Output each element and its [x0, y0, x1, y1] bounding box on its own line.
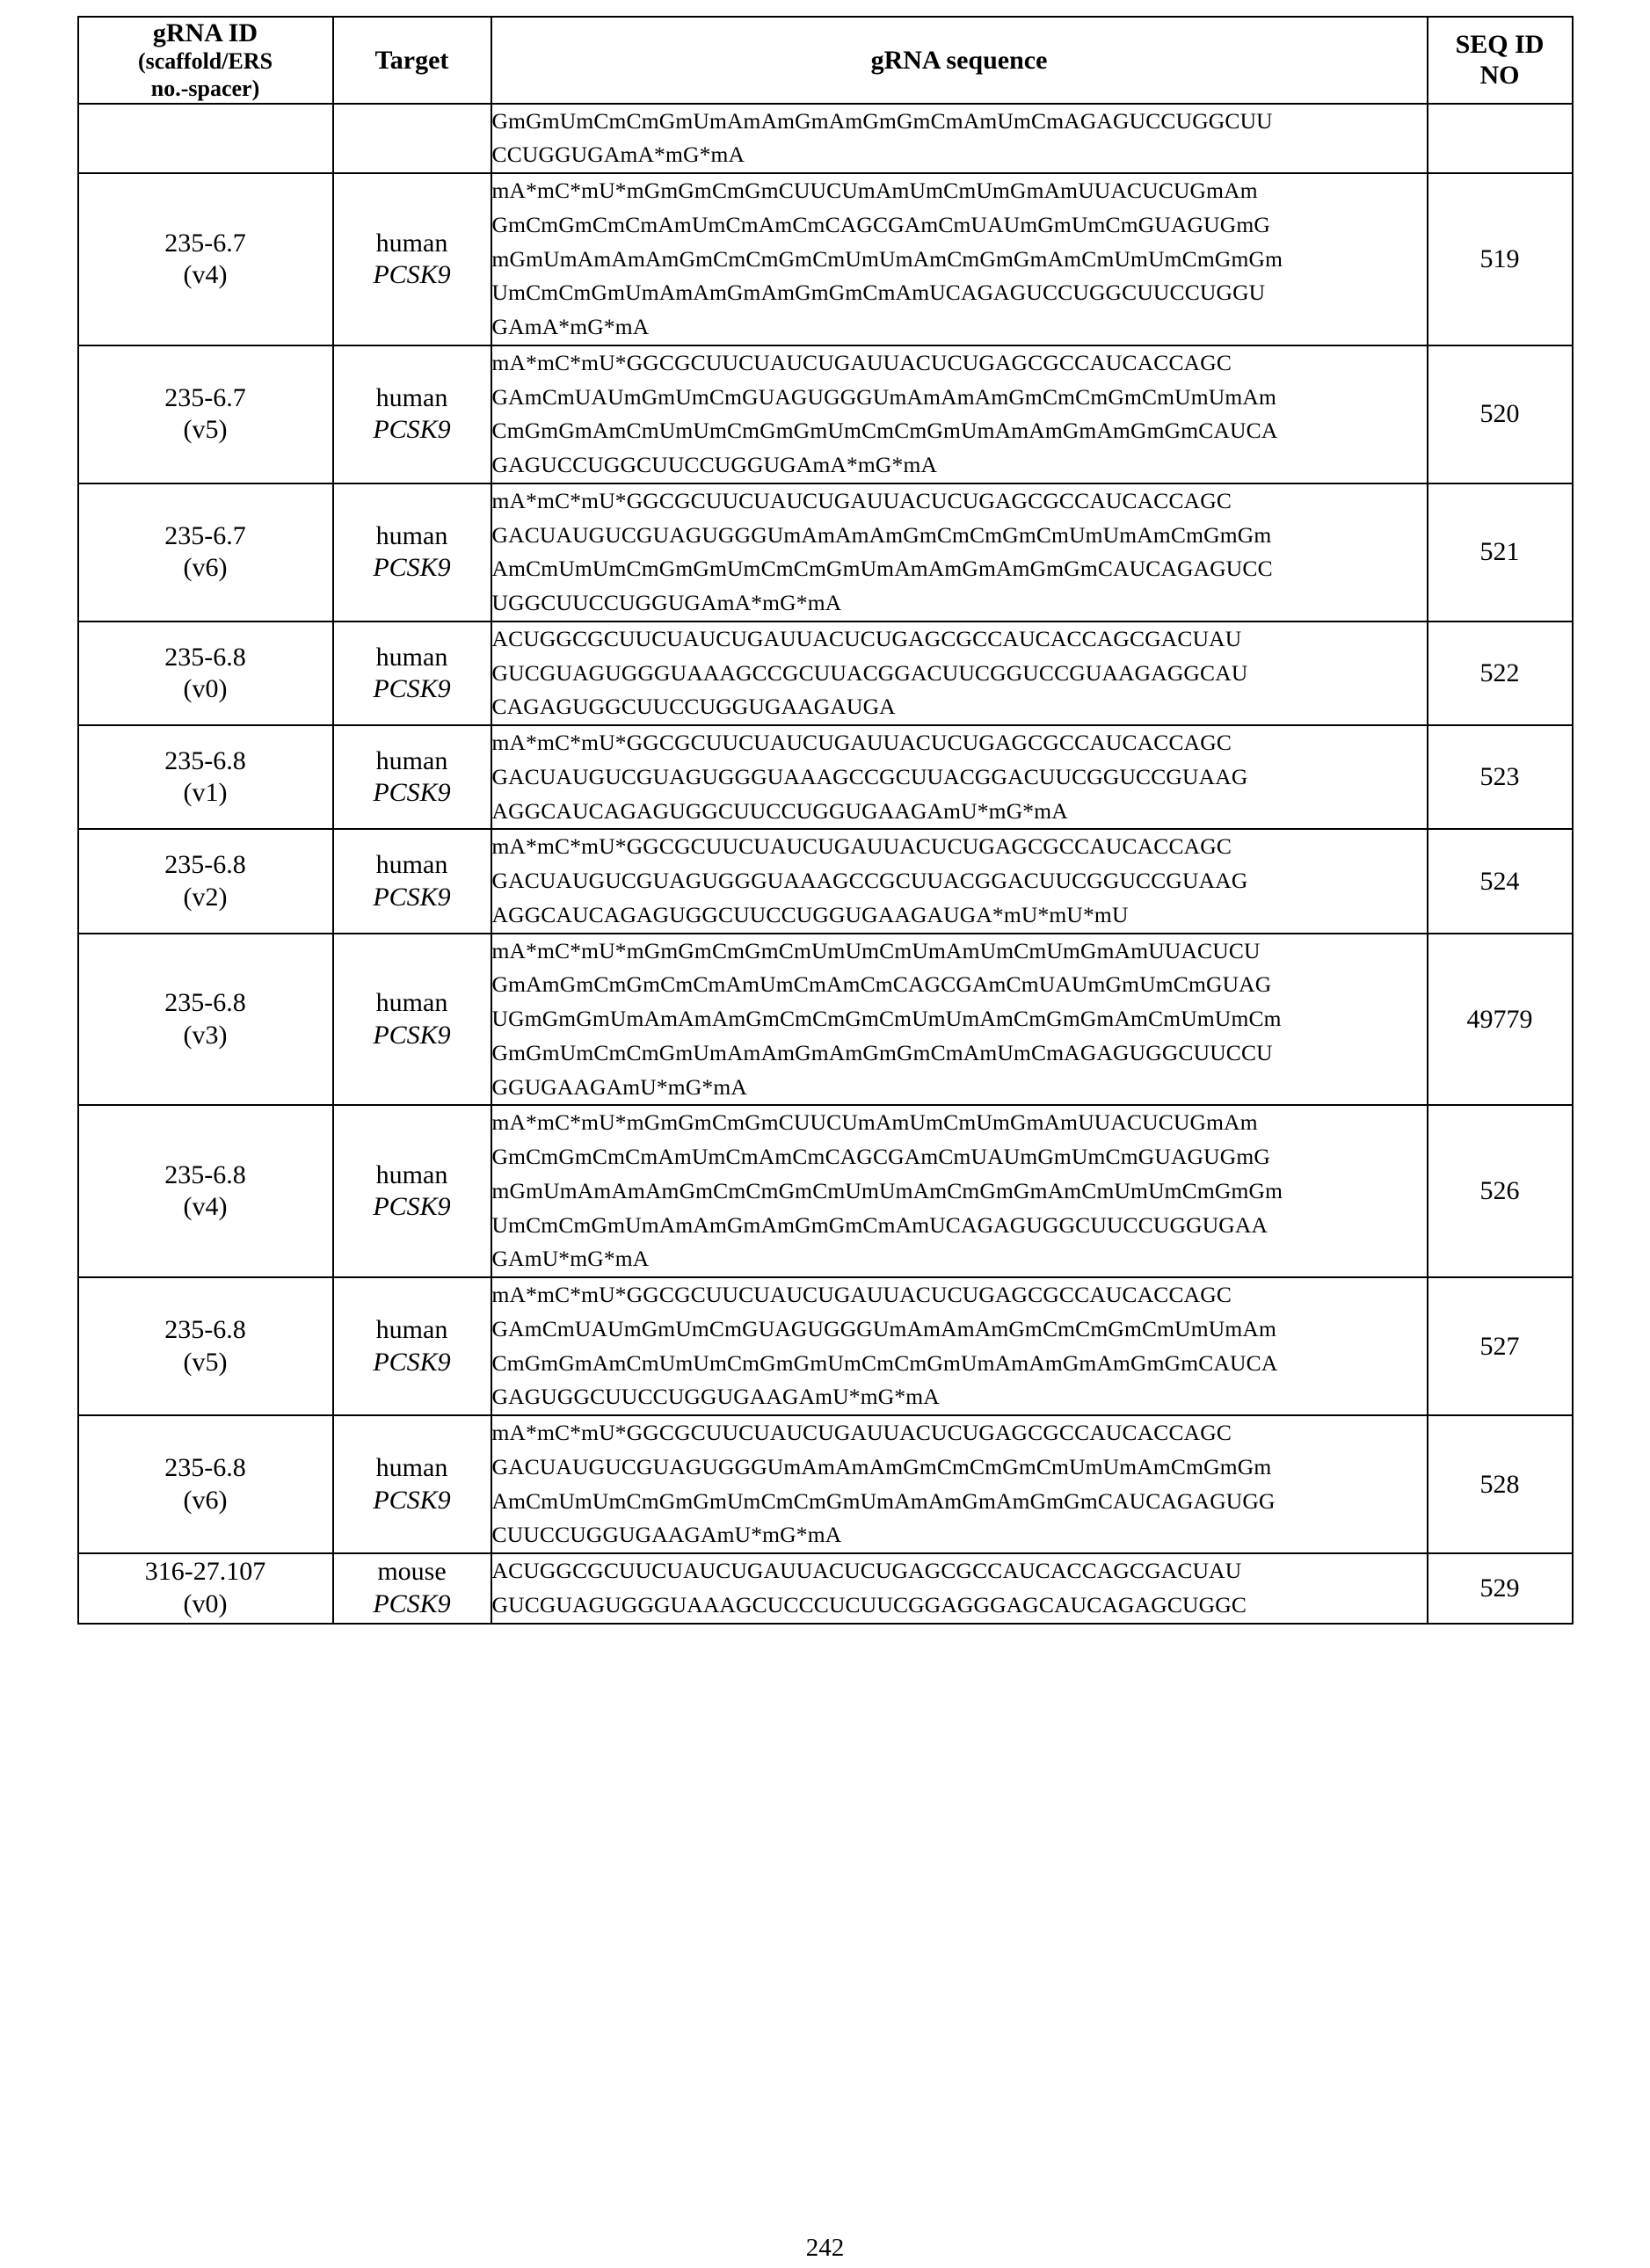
grna-version-text: (v0) — [183, 674, 228, 704]
cell-sequence — [491, 1553, 1428, 1624]
cell-seq-id: 528 — [1428, 1415, 1573, 1553]
table-row — [78, 934, 1573, 1106]
grna-id-text: 235-6.7 — [164, 520, 246, 550]
cell-seq-id: 519 — [1428, 173, 1573, 345]
sequence-line: GACUAUGUCGUAGUGGGUmAmAmAmGmCmCmGmCmUmUmAmCmGmGm — [491, 1453, 1272, 1479]
column-header-grna-id — [78, 17, 333, 104]
column-header-seq-id-line1: SEQ ID — [1455, 29, 1545, 59]
page-number: 242 — [805, 2234, 845, 2262]
cell-target — [333, 104, 491, 174]
sequence-line: UmCmCmGmUmAmAmGmAmGmGmCmAmUCAGAGUCCUGGCUUCCUGGU — [491, 280, 1266, 306]
column-header-grna-id-line3: no.-spacer) — [150, 76, 260, 102]
cell-seq-id: 524 — [1428, 829, 1573, 933]
cell-seq-id: 521 — [1428, 483, 1573, 622]
grna-id-text: 235-6.7 — [164, 228, 246, 258]
grna-version-text: (v5) — [183, 1347, 228, 1377]
cell-sequence — [491, 934, 1428, 1106]
sequence-line: mA*mC*mU*mGmGmCmGmCUUCUmAmUmCmUmGmAmUUACUCUGmAm — [491, 178, 1258, 204]
column-header-target: Target — [333, 17, 491, 104]
cell-grna-id — [78, 345, 333, 483]
cell-seq-id: 523 — [1428, 725, 1573, 829]
cell-sequence — [491, 1105, 1428, 1277]
table-row — [78, 483, 1573, 622]
cell-seq-id: 526 — [1428, 1105, 1573, 1277]
cell-sequence — [491, 1277, 1428, 1415]
cell-grna-id — [78, 483, 333, 622]
grna-id-text: 235-6.7 — [164, 382, 246, 412]
grna-id-text: 235-6.8 — [164, 850, 246, 880]
cell-target — [333, 1277, 491, 1415]
table-row — [78, 622, 1573, 725]
target-species: human — [375, 520, 448, 550]
sequence-line: CCUGGUGAmA*mG*mA — [491, 142, 745, 168]
grna-sequence-table — [77, 16, 1574, 1625]
target-gene: PCSK9 — [373, 882, 451, 912]
cell-grna-id — [78, 173, 333, 345]
sequence-line: AGGCAUCAGAGUGGCUUCCUGGUGAAGAmU*mG*mA — [491, 797, 1068, 824]
sequence-line: AmCmUmUmCmGmGmUmCmCmGmUmAmAmGmAmGmGmCAUCAGAGUCC — [491, 556, 1273, 582]
table-row — [78, 345, 1573, 483]
sequence-line: mA*mC*mU*GGCGCUUCUAUCUGAUUACUCUGAGCGCCAUCACCAGC — [491, 487, 1232, 513]
cell-target — [333, 1553, 491, 1624]
grna-version-text: (v5) — [183, 415, 228, 445]
sequence-line: GmGmUmCmCmGmUmAmAmGmAmGmGmCmAmUmCmAGAGUGGCUUCCU — [491, 1039, 1273, 1065]
cell-grna-id — [78, 104, 333, 174]
sequence-line: GAmCmUAUmGmUmCmGUAGUGGGUmAmAmAmGmCmCmGmCmUmUmAm — [491, 383, 1276, 410]
grna-id-text: 316-27.107 — [144, 1557, 266, 1587]
cell-seq-id: 527 — [1428, 1277, 1573, 1415]
target-species: human — [375, 382, 448, 412]
target-species: human — [375, 850, 448, 880]
cell-grna-id — [78, 725, 333, 829]
cell-sequence — [491, 1415, 1428, 1553]
sequence-line: mA*mC*mU*GGCGCUUCUAUCUGAUUACUCUGAGCGCCAUCACCAGC — [491, 833, 1232, 860]
sequence-line: ACUGGCGCUUCUAUCUGAUUACUCUGAGCGCCAUCACCAGCGACUAU — [491, 1558, 1242, 1584]
sequence-line: mA*mC*mU*GGCGCUUCUAUCUGAUUACUCUGAGCGCCAUCACCAGC — [491, 1420, 1232, 1446]
cell-sequence — [491, 104, 1428, 174]
sequence-line: GUCGUAGUGGGUAAAGCCGCUUACGGACUUCGGUCCGUAAGAGGCAU — [491, 659, 1248, 686]
sequence-line: GACUAUGUCGUAGUGGGUAAAGCCGCUUACGGACUUCGGUCCGUAAG — [491, 868, 1248, 894]
cell-sequence — [491, 725, 1428, 829]
target-species: human — [375, 1315, 448, 1345]
cell-seq-id: 520 — [1428, 345, 1573, 483]
cell-grna-id — [78, 1277, 333, 1415]
sequence-line: GUCGUAGUGGGUAAAGCUCCCUCUUCGGAGGGAGCAUCAGAGCUGGC — [491, 1591, 1247, 1617]
sequence-line: GGUGAAGAmU*mG*mA — [491, 1073, 747, 1100]
grna-id-text: 235-6.8 — [164, 642, 246, 672]
cell-target — [333, 1105, 491, 1277]
cell-seq-id: 522 — [1428, 622, 1573, 725]
cell-sequence — [491, 483, 1428, 622]
column-header-seq-id — [1428, 17, 1573, 104]
table-row — [78, 104, 1573, 174]
cell-grna-id — [78, 1553, 333, 1624]
cell-grna-id — [78, 1105, 333, 1277]
target-species: human — [375, 642, 448, 672]
sequence-line: mA*mC*mU*GGCGCUUCUAUCUGAUUACUCUGAGCGCCAUCACCAGC — [491, 349, 1232, 375]
grna-version-text: (v2) — [183, 882, 228, 912]
target-gene: PCSK9 — [373, 553, 451, 583]
sequence-line: GmCmGmCmCmAmUmCmAmCmCAGCGAmCmUAUmGmUmCmGUAGUGmG — [491, 211, 1270, 237]
sequence-line: mGmUmAmAmAmGmCmCmGmCmUmUmAmCmGmGmAmCmUmUmCmGmGm — [491, 1177, 1283, 1203]
grna-version-text: (v4) — [183, 1192, 228, 1222]
table-body — [78, 104, 1573, 1624]
cell-target — [333, 1415, 491, 1553]
target-gene: PCSK9 — [373, 415, 451, 445]
sequence-line: CmGmGmAmCmUmUmCmGmGmUmCmCmGmUmAmAmGmAmGmGmCAUCA — [491, 1349, 1278, 1376]
sequence-line: mA*mC*mU*mGmGmCmGmCUUCUmAmUmCmUmGmAmUUACUCUGmAm — [491, 1109, 1258, 1136]
column-header-grna-id-line1: gRNA ID — [152, 18, 258, 47]
sequence-line: AGGCAUCAGAGUGGCUUCCUGGUGAAGAUGA*mU*mU*mU — [491, 901, 1129, 927]
cell-target — [333, 483, 491, 622]
grna-version-text: (v3) — [183, 1020, 228, 1050]
sequence-line: GmGmUmCmCmGmUmAmAmGmAmGmGmCmAmUmCmAGAGUCCUGGCUU — [491, 107, 1273, 134]
table-row — [78, 173, 1573, 345]
sequence-line: GAmA*mG*mA — [491, 314, 650, 340]
cell-target — [333, 725, 491, 829]
sequence-line: GAmCmUAUmGmUmCmGUAGUGGGUmAmAmAmGmCmCmGmCmUmUmAm — [491, 1315, 1276, 1341]
cell-sequence — [491, 829, 1428, 933]
column-header-grna-id-line2: (scaffold/ERS — [137, 48, 273, 75]
sequence-line: GACUAUGUCGUAGUGGGUmAmAmAmGmCmCmGmCmUmUmAmCmGmGm — [491, 521, 1272, 548]
sequence-line: AmCmUmUmCmGmGmUmCmCmGmUmAmAmGmAmGmGmCAUCAGAGUGG — [491, 1487, 1276, 1514]
grna-version-text: (v6) — [183, 1485, 228, 1515]
cell-seq-id: 49779 — [1428, 934, 1573, 1106]
cell-sequence — [491, 173, 1428, 345]
cell-grna-id — [78, 829, 333, 933]
target-species: human — [375, 745, 448, 775]
sequence-line: GAGUGGCUUCCUGGUGAAGAmU*mG*mA — [491, 1384, 940, 1410]
grna-version-text: (v1) — [183, 778, 228, 808]
target-gene: PCSK9 — [373, 1347, 451, 1377]
grna-version-text: (v4) — [183, 260, 228, 290]
table-row — [78, 725, 1573, 829]
sequence-line: mA*mC*mU*mGmGmCmGmCmUmUmCmUmAmUmCmUmGmAmUUACUCU — [491, 937, 1261, 963]
cell-grna-id — [78, 622, 333, 725]
target-gene: PCSK9 — [373, 778, 451, 808]
cell-target — [333, 829, 491, 933]
sequence-line: ACUGGCGCUUCUAUCUGAUUACUCUGAGCGCCAUCACCAGCGACUAU — [491, 625, 1242, 651]
grna-id-text: 235-6.8 — [164, 988, 246, 1018]
target-gene: PCSK9 — [373, 1192, 451, 1222]
table-row — [78, 829, 1573, 933]
table-row — [78, 1277, 1573, 1415]
cell-target — [333, 345, 491, 483]
grna-version-text: (v6) — [183, 553, 228, 583]
cell-sequence — [491, 345, 1428, 483]
cell-target — [333, 173, 491, 345]
sequence-line: GACUAUGUCGUAGUGGGUAAAGCCGCUUACGGACUUCGGUCCGUAAG — [491, 763, 1248, 789]
cell-grna-id — [78, 1415, 333, 1553]
sequence-line: GmAmGmCmGmCmCmAmUmCmAmCmCAGCGAmCmUAUmGmUmCmGUAG — [491, 971, 1272, 998]
sequence-line: CmGmGmAmCmUmUmCmGmGmUmCmCmGmUmAmAmGmAmGmGmCAUCA — [491, 418, 1278, 444]
sequence-line: mGmUmAmAmAmGmCmCmGmCmUmUmAmCmGmGmAmCmUmUmCmGmGm — [491, 245, 1283, 272]
sequence-line: mA*mC*mU*GGCGCUUCUAUCUGAUUACUCUGAGCGCCAUCACCAGC — [491, 1282, 1232, 1308]
cell-sequence — [491, 622, 1428, 725]
table-row — [78, 1105, 1573, 1277]
sequence-line: UmCmCmGmUmAmAmGmAmGmGmCmAmUCAGAGUGGCUUCCUGGUGAA — [491, 1211, 1268, 1238]
target-gene: PCSK9 — [373, 1588, 451, 1618]
cell-target — [333, 934, 491, 1106]
table-row — [78, 1415, 1573, 1553]
grna-id-text: 235-6.8 — [164, 1453, 246, 1483]
grna-id-text: 235-6.8 — [164, 1315, 246, 1345]
cell-grna-id — [78, 934, 333, 1106]
grna-id-text: 235-6.8 — [164, 745, 246, 775]
column-header-seq-id-line2: NO — [1479, 61, 1520, 91]
sequence-line: UGmGmGmUmAmAmAmGmCmCmGmCmUmUmAmCmGmGmAmCmUmUmCm — [491, 1006, 1282, 1032]
sequence-line: CUUCCUGGUGAAGAmU*mG*mA — [491, 1522, 842, 1548]
sequence-line: mA*mC*mU*GGCGCUUCUAUCUGAUUACUCUGAGCGCCAUCACCAGC — [491, 730, 1232, 756]
target-gene: PCSK9 — [373, 674, 451, 704]
grna-id-text: 235-6.8 — [164, 1159, 246, 1189]
target-species: human — [375, 228, 448, 258]
sequence-line: GAmU*mG*mA — [491, 1246, 650, 1272]
target-gene: PCSK9 — [373, 260, 451, 290]
sequence-line: GmCmGmCmCmAmUmCmAmCmCAGCGAmCmUAUmGmUmCmGUAGUGmG — [491, 1144, 1270, 1170]
target-species: human — [375, 1159, 448, 1189]
sequence-line: UGGCUUCCUGGUGAmA*mG*mA — [491, 590, 842, 616]
cell-seq-id — [1428, 104, 1573, 174]
sequence-line: CAGAGUGGCUUCCUGGUGAAGAUGA — [491, 694, 896, 720]
table-header — [78, 17, 1573, 104]
cell-seq-id: 529 — [1428, 1553, 1573, 1624]
target-species: mouse — [377, 1557, 447, 1587]
target-species: human — [375, 988, 448, 1018]
grna-version-text: (v0) — [183, 1588, 228, 1618]
cell-target — [333, 622, 491, 725]
table-row — [78, 1553, 1573, 1624]
sequence-line: GAGUCCUGGCUUCCUGGUGAmA*mG*mA — [491, 452, 938, 478]
target-gene: PCSK9 — [373, 1020, 451, 1050]
column-header-sequence: gRNA sequence — [491, 17, 1428, 104]
target-species: human — [375, 1453, 448, 1483]
table-header-row — [78, 17, 1573, 104]
target-gene: PCSK9 — [373, 1485, 451, 1515]
